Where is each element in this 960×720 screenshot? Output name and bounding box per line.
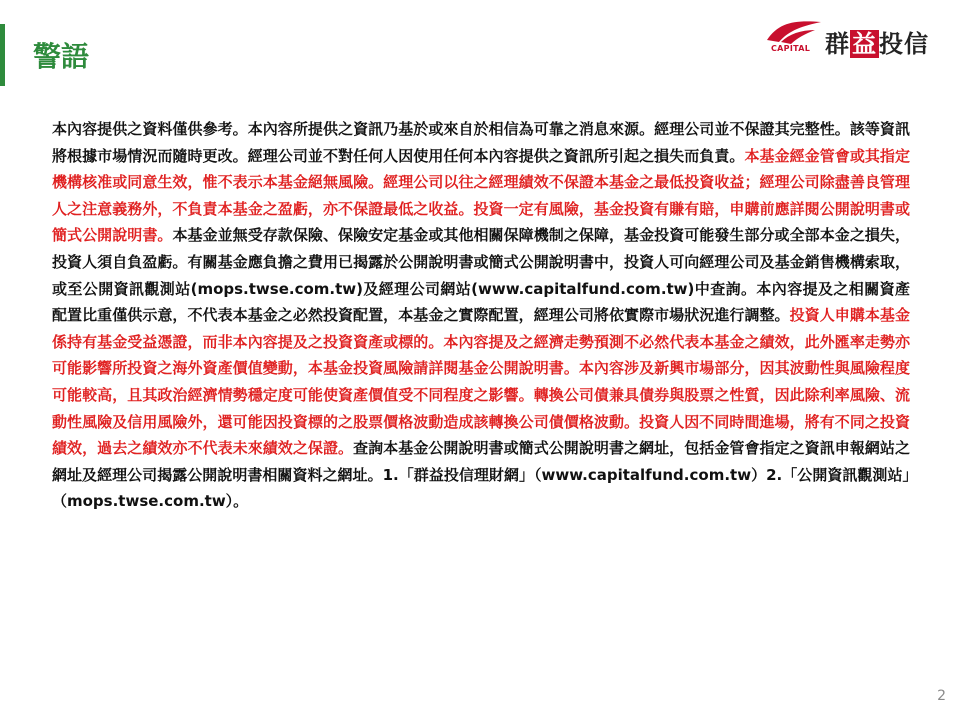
logo-name-boxed: 益 bbox=[852, 30, 877, 58]
logo-name-part1: 群 bbox=[825, 30, 850, 58]
disclaimer-segment: 本基金並無受存款保險、保險安定基金或其他相關保障機制之保障，基金投資可能發生部分或全部本金之損失，投資人須自負盈虧。有關基金應負擔之費用已揭露於公開說明書或簡式公開說明書中，投資人可向經理公司及基金銷售機構索取，或至公開資訊觀測站(mops.twse.com.tw)及經理公司網站(www.capitalfund.com.tw)中查詢。本內容提及之相關資產配置比重僅供示意，不代表本基金之必然投資配置，本基金之實際配置，經理公司將依實際市場狀況進行調整。 bbox=[52, 226, 910, 325]
disclaimer-segment: 查詢本基金公開說明書或簡式公開說明書之網址，包括金管會指定之資訊申報網站之網址及經理公司揭露公開說明書相關資料之網址。1.「群益投信理財網」（www.capitalfund.com.tw）2.「公開資訊觀測站」（mops.twse.com.tw）。 bbox=[52, 439, 910, 511]
disclaimer-segment-emphasis: 投資人申購本基金係持有基金受益憑證，而非本內容提及之投資資產或標的。本內容提及之經濟走勢預測不必然代表本基金之績效，此外匯率走勢亦可能影響所投資之海外資產價值變動，本基金投資風險請詳閱基金公開說明書。本內容涉及新興市場部分，因其波動性與風險程度可能較高，且其政治經濟情勢穩定度可能使資產價值受不同程度之影響。轉換公司債兼具債券與股票之性質，因此除利率風險、流動性風險及信用風險外，還可能因投資標的之股票價格波動造成該轉換公司債價格波動。投資人因不同時間進場，將有不同之投資績效，過去之績效亦不代表未來績效之保證。 bbox=[52, 306, 910, 458]
logo-caption: CAPITAL bbox=[771, 44, 811, 53]
capital-logo bbox=[765, 14, 950, 64]
logo-name-part2: 投信 bbox=[879, 30, 929, 58]
title-accent-bar bbox=[0, 24, 5, 86]
disclaimer-segment-emphasis: 本基金經金管會或其指定機構核准或同意生效，惟不表示本基金絕無風險。經理公司以往之經理績效不保證本基金之最低投資收益；經理公司除盡善良管理人之注意義務外，不負責本基金之盈虧，亦不保證最低之收益。投資一定有風險，基金投資有賺有賠，申購前應詳閱公開說明書或簡式公開說明書。 bbox=[52, 146, 910, 245]
page-title: 警語 bbox=[33, 40, 90, 73]
disclaimer-segment: 本內容提供之資料僅供參考。本內容所提供之資訊乃基於或來自於相信為可靠之消息來源。經理公司並不保證其完整性。該等資訊將根據市場情況而隨時更改。經理公司並不對任何人因使用任何本內容提供之資訊所引起之損失而負責。 bbox=[52, 120, 910, 165]
page-number: 2 bbox=[937, 688, 946, 704]
disclaimer-text bbox=[52, 116, 910, 515]
logo-company-name bbox=[825, 24, 929, 59]
